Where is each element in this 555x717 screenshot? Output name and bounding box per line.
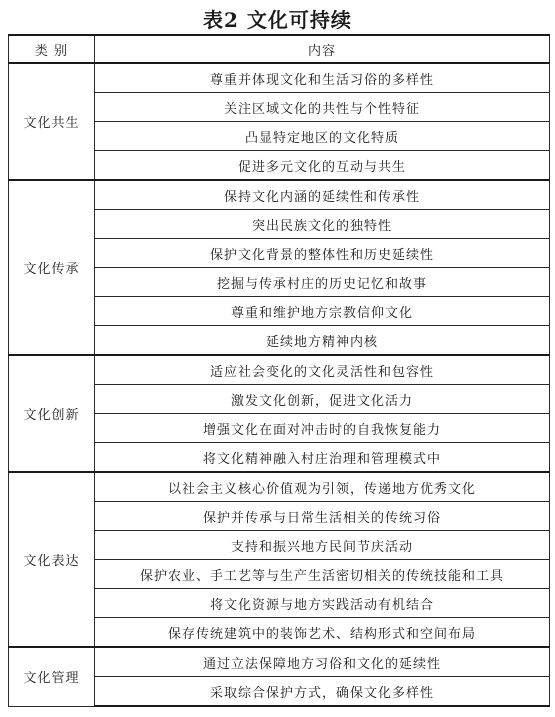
content-cell: 关注区域文化的共性与个性特征 [95,93,550,122]
category-cell: 文化传承 [9,180,95,355]
category-cell: 文化管理 [9,647,95,706]
content-cell: 采取综合保护方式，确保文化多样性 [95,677,550,707]
content-cell: 适应社会变化的文化灵活性和包容性 [95,355,550,385]
table-header-row [9,35,550,63]
content-cell: 将文化资源与地方实践活动有机结合 [95,589,550,618]
culture-sustainability-table [8,34,550,707]
category-cell: 文化创新 [9,355,95,472]
table-body [9,63,550,706]
content-cell: 保持文化内涵的延续性和传承性 [95,180,550,210]
content-cell: 突出民族文化的独特性 [95,210,550,239]
content-cell: 尊重和维护地方宗教信仰文化 [95,297,550,326]
content-cell: 激发文化创新，促进文化活力 [95,385,550,414]
header-content: 内容 [95,35,550,63]
content-cell: 挖掘与传承村庄的历史记忆和故事 [95,268,550,297]
content-cell: 保护文化背景的整体性和历史延续性 [95,239,550,268]
content-cell: 保护农业、手工艺等与生产生活密切相关的传统技能和工具 [95,560,550,589]
category-cell: 文化表达 [9,472,95,647]
content-cell: 以社会主义核心价值观为引领，传递地方优秀文化 [95,472,550,502]
header-category: 类 别 [9,35,95,63]
category-cell: 文化共生 [9,63,95,180]
table-row [9,472,550,502]
content-cell: 凸显特定地区的文化特质 [95,122,550,151]
table-row [9,647,550,677]
table-row [9,63,550,93]
table-row [9,355,550,385]
content-cell: 保存传统建筑中的装饰艺术、结构形式和空间布局 [95,618,550,648]
content-cell: 保护并传承与日常生活相关的传统习俗 [95,502,550,531]
content-cell: 尊重并体现文化和生活习俗的多样性 [95,63,550,93]
table-row [9,180,550,210]
content-cell: 通过立法保障地方习俗和文化的延续性 [95,647,550,677]
content-cell: 将文化精神融入村庄治理和管理模式中 [95,443,550,473]
content-cell: 延续地方精神内核 [95,326,550,356]
content-cell: 支持和振兴地方民间节庆活动 [95,531,550,560]
content-cell: 促进多元文化的互动与共生 [95,151,550,181]
table-title: 表2 文化可持续 [203,8,352,32]
content-cell: 增强文化在面对冲击时的自我恢复能力 [95,414,550,443]
